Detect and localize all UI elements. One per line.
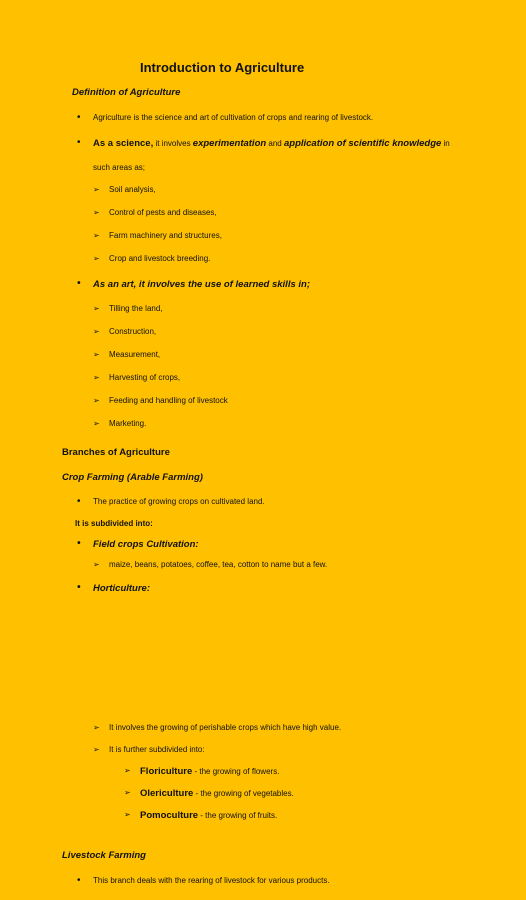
- list-item: [140, 788, 294, 799]
- sub-term: Olericulture: [140, 788, 194, 799]
- list-item: ➢ Harvesting of crops,: [109, 373, 180, 382]
- experimentation-term: experimentation: [192, 138, 267, 149]
- list-item: • This branch deals with the rearing of livestock for various products.: [93, 876, 330, 885]
- page-title: Introduction to Agriculture: [140, 60, 305, 75]
- list-item: ➢ Crop and livestock breeding.: [109, 254, 210, 263]
- list-item: ➢ maize, beans, potatoes, coffee, tea, cotton to name but a few.: [109, 560, 327, 569]
- application-term: application of scientific knowledge: [283, 138, 442, 149]
- list-item: ➢ Construction,: [109, 327, 156, 336]
- sub-term: Floriculture: [140, 766, 193, 777]
- list-item: • The practice of growing crops on cultivated land.: [93, 497, 265, 506]
- list-item: ➢ Tilling the land,: [109, 304, 163, 313]
- list-item: ➢ It involves the growing of perishable crops which have high value.: [109, 723, 341, 732]
- sub-term: Pomoculture: [140, 810, 199, 821]
- list-item: ➢ Feeding and handling of livestock: [109, 396, 228, 405]
- horticulture-heading: • Horticulture:: [93, 583, 150, 594]
- list-item: ➢ Control of pests and diseases,: [109, 208, 217, 217]
- text-span: and: [266, 139, 284, 148]
- list-item: ➢ Measurement,: [109, 350, 160, 359]
- science-label: As a science,: [93, 138, 154, 149]
- sub-desc: - the growing of fruits.: [198, 811, 278, 820]
- list-item: [93, 132, 465, 180]
- list-item: [140, 766, 279, 777]
- list-item: ➢ Soil analysis,: [109, 185, 156, 194]
- field-crops-heading: • Field crops Cultivation:: [93, 539, 199, 550]
- definition-heading: Definition of Agriculture: [72, 87, 181, 98]
- livestock-heading: Livestock Farming: [62, 850, 146, 861]
- list-item: • Agriculture is the science and art of cultivation of crops and rearing of livestock.: [93, 113, 373, 122]
- crop-farming-heading: Crop Farming (Arable Farming): [62, 472, 203, 483]
- subdivided-label: It is subdivided into:: [75, 519, 153, 528]
- list-item: ➢ It is further subdivided into:: [109, 745, 205, 754]
- sub-desc: - the growing of vegetables.: [193, 789, 294, 798]
- branches-heading: Branches of Agriculture: [62, 447, 170, 458]
- art-heading: • As an art, it involves the use of learned skills in;: [93, 279, 310, 290]
- text-span: it involves: [153, 139, 193, 148]
- list-item: ➢ Marketing.: [109, 419, 146, 428]
- list-item: [140, 810, 277, 821]
- text-span: in such areas as;: [93, 139, 450, 172]
- list-item: ➢ Farm machinery and structures,: [109, 231, 222, 240]
- sub-desc: - the growing of flowers.: [192, 767, 280, 776]
